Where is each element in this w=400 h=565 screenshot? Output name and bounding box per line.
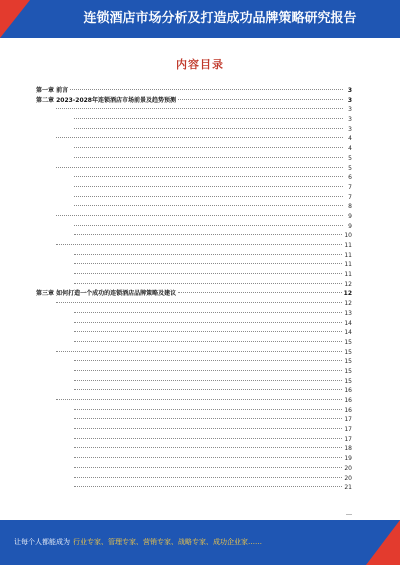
toc-dot-leader	[74, 283, 342, 284]
toc-entry[interactable]	[36, 386, 352, 396]
toc-dot-leader	[74, 118, 343, 119]
toc-entry[interactable]	[36, 125, 352, 135]
toc-entry[interactable]	[36, 309, 352, 319]
toc-dot-leader	[74, 447, 342, 448]
toc-entry-page: 3	[347, 96, 352, 104]
toc-dot-leader	[74, 225, 343, 226]
toc-dot-leader	[74, 409, 342, 410]
toc-entry-page: 4	[348, 135, 352, 143]
toc-dot-leader	[74, 234, 342, 235]
footer-slogan-rest: 行业专家、管理专家、营销专家、战略专家、成功企业家……	[73, 538, 262, 546]
toc-dot-leader	[56, 215, 343, 216]
toc-dot-leader	[74, 389, 342, 390]
toc-dot-leader	[178, 292, 342, 293]
toc-entry-page: 15	[344, 348, 352, 356]
toc-dot-leader	[56, 167, 343, 168]
toc-entry-page: 17	[344, 435, 352, 443]
toc-entry-page: 10	[344, 232, 352, 240]
toc-entry[interactable]	[36, 105, 352, 115]
toc-entry-page: 11	[344, 251, 352, 259]
report-title: 连锁酒店市场分析及打造成功品牌策略研究报告	[83, 11, 357, 26]
toc-dot-leader	[74, 254, 342, 255]
toc-entry-page: 13	[344, 309, 352, 317]
footer-banner	[0, 520, 400, 565]
toc-entry[interactable]	[36, 289, 352, 299]
toc-entry[interactable]	[36, 444, 352, 454]
toc-dot-leader	[74, 273, 342, 274]
toc-entry[interactable]	[36, 357, 352, 367]
toc-entry-page: 12	[343, 290, 352, 298]
toc-entry-page: 16	[344, 397, 352, 404]
toc-entry-page: 11	[344, 261, 352, 269]
toc-entry[interactable]	[36, 483, 352, 493]
toc-entry-page: 12	[344, 280, 352, 288]
toc-entry-title: 第一章 前言	[36, 87, 69, 94]
toc-dot-leader	[74, 418, 342, 419]
toc-entry-page: 16	[344, 406, 352, 414]
toc-dot-leader	[74, 157, 343, 158]
toc-entry[interactable]	[36, 202, 352, 212]
toc-dot-leader	[74, 438, 342, 439]
toc-entry-page: 12	[344, 300, 352, 308]
toc-entry-page: 3	[348, 106, 352, 114]
toc-entry-page: 3	[348, 116, 352, 124]
toc-dot-leader	[74, 176, 343, 177]
toc-entry-page: 7	[348, 193, 352, 201]
toc-entry-page: 17	[344, 416, 352, 424]
header-red-wedge	[0, 0, 30, 38]
toc-entry[interactable]	[36, 193, 352, 203]
report-header-banner	[0, 0, 400, 38]
toc-dot-leader	[56, 108, 343, 109]
toc-entry-page: 15	[344, 338, 352, 346]
toc-entry[interactable]	[36, 338, 352, 348]
toc-dot-leader	[56, 244, 342, 245]
toc-dot-leader	[74, 205, 343, 206]
toc-dot-leader	[74, 322, 342, 323]
toc-dot-leader	[74, 341, 342, 342]
toc-dot-leader	[74, 467, 342, 468]
toc-dot-leader	[56, 137, 343, 138]
toc-entry[interactable]	[36, 164, 352, 174]
toc-entry-page: 15	[344, 377, 352, 385]
toc-dot-leader	[178, 99, 343, 100]
toc-entry-page: 3	[348, 125, 352, 133]
toc-entry-page: 15	[344, 367, 352, 375]
toc-entry-page: 9	[348, 222, 352, 230]
toc-entry-page: 8	[348, 203, 352, 211]
toc-dot-leader	[56, 351, 342, 352]
toc-dot-leader	[74, 486, 342, 487]
page-number-marker	[346, 514, 352, 515]
toc-entry[interactable]	[36, 299, 352, 309]
toc-dot-leader	[74, 477, 342, 478]
toc-entry[interactable]	[36, 251, 352, 261]
toc-entry[interactable]	[36, 377, 352, 387]
toc-entry[interactable]	[36, 183, 352, 193]
toc-entry-page: 11	[344, 242, 352, 249]
toc-entry-page: 6	[348, 174, 352, 182]
toc-entry-page: 20	[344, 474, 352, 482]
toc-entry[interactable]	[36, 367, 352, 377]
toc-entry-page: 5	[348, 154, 352, 162]
toc-entry-page: 21	[344, 484, 352, 492]
toc-entry[interactable]	[36, 222, 352, 232]
toc-entry[interactable]	[36, 115, 352, 125]
toc-entry[interactable]	[36, 173, 352, 183]
toc-dot-leader	[56, 302, 342, 303]
toc-entry[interactable]	[36, 86, 352, 96]
toc-dot-leader	[74, 380, 342, 381]
toc-entry[interactable]	[36, 260, 352, 270]
table-of-contents	[36, 86, 352, 493]
toc-entry-page: 9	[348, 212, 352, 220]
footer-red-wedge	[366, 520, 400, 565]
toc-entry[interactable]	[36, 435, 352, 445]
toc-dot-leader	[74, 196, 343, 197]
toc-entry[interactable]	[36, 425, 352, 435]
toc-entry-page: 5	[348, 164, 352, 172]
toc-entry[interactable]	[36, 415, 352, 425]
toc-entry-page: 7	[348, 183, 352, 191]
toc-entry-page: 14	[344, 319, 352, 327]
toc-entry-page: 19	[344, 455, 352, 463]
toc-heading: 内容目录	[176, 58, 224, 71]
toc-entry[interactable]	[36, 270, 352, 280]
toc-entry[interactable]	[36, 144, 352, 154]
toc-dot-leader	[74, 457, 342, 458]
toc-entry[interactable]	[36, 96, 352, 106]
toc-entry[interactable]	[36, 454, 352, 464]
toc-dot-leader	[74, 128, 343, 129]
footer-slogan-lead: 让每个人都能成为	[14, 538, 70, 546]
toc-entry-page: 11	[344, 271, 352, 279]
toc-entry[interactable]	[36, 328, 352, 338]
toc-dot-leader	[74, 428, 342, 429]
toc-entry[interactable]	[36, 406, 352, 416]
toc-dot-leader	[70, 89, 343, 90]
toc-entry[interactable]	[36, 212, 352, 222]
toc-entry[interactable]	[36, 241, 352, 251]
toc-entry-page: 17	[344, 426, 352, 434]
toc-entry[interactable]	[36, 396, 352, 406]
toc-entry-title: 第二章 2023-2028年连锁酒店市场前景及趋势预测	[36, 96, 176, 104]
toc-entry-title: 第三章 如何打造一个成功的连锁酒店品牌策略及建议	[36, 290, 177, 298]
toc-dot-leader	[56, 399, 342, 400]
toc-entry-page: 4	[348, 145, 352, 153]
toc-entry[interactable]	[36, 319, 352, 329]
toc-entry[interactable]	[36, 464, 352, 474]
toc-entry-page: 14	[344, 329, 352, 337]
toc-entry[interactable]	[36, 154, 352, 164]
toc-dot-leader	[74, 186, 343, 187]
toc-dot-leader	[74, 370, 342, 371]
toc-entry[interactable]	[36, 134, 352, 144]
toc-dot-leader	[74, 263, 342, 264]
toc-entry-page: 20	[344, 464, 352, 472]
toc-entry[interactable]	[36, 474, 352, 484]
toc-entry[interactable]	[36, 348, 352, 358]
toc-entry-page: 16	[344, 387, 352, 395]
toc-entry[interactable]	[36, 280, 352, 290]
toc-dot-leader	[74, 331, 342, 332]
footer-slogan	[14, 520, 262, 565]
toc-dot-leader	[74, 360, 342, 361]
toc-dot-leader	[74, 147, 343, 148]
toc-entry-page: 3	[347, 87, 352, 94]
toc-dot-leader	[74, 312, 342, 313]
toc-entry[interactable]	[36, 231, 352, 241]
toc-entry-page: 15	[344, 358, 352, 366]
toc-entry-page: 18	[344, 445, 352, 453]
